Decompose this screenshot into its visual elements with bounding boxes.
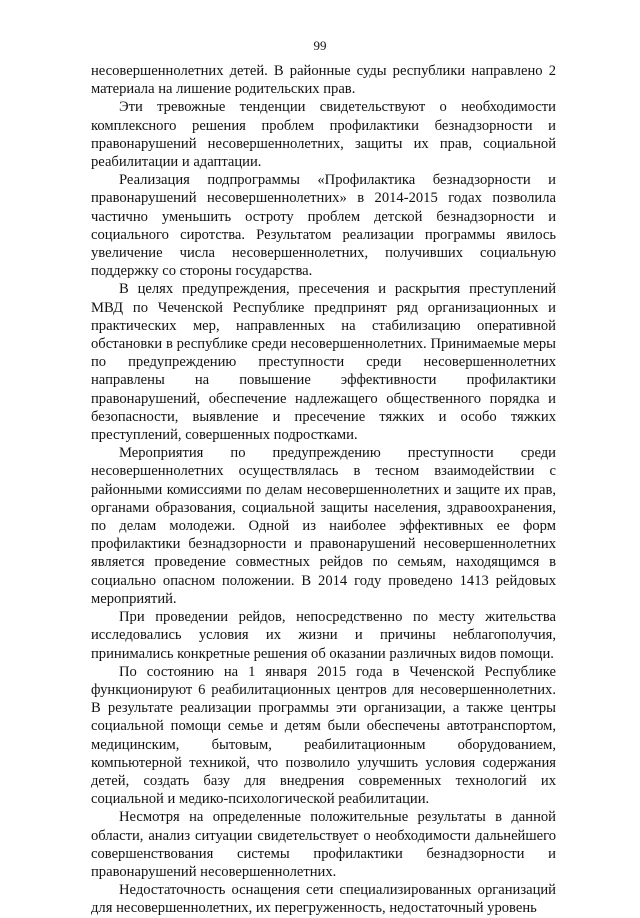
paragraph-continuation: несовершеннолетних детей. В районные суды республики направлено 2 материала на лишение родительских прав. <box>91 63 556 98</box>
paragraph-alarming-trends: Эти тревожные тенденции свидетельствуют о необходимости комплексного решения проблем профилактики безнадзорности и правонарушений несовершеннолетних, защиты их прав, социальной реабилитации и адаптации. <box>91 99 556 171</box>
body-text <box>91 62 556 918</box>
page-number: 99 <box>313 38 327 53</box>
paragraph-subprogram-results: Реализация подпрограммы «Профилактика безнадзорности и правонарушений несовершеннолетних» в 2014-2015 годах позволила частично уменьшить остроту проблем детской безнадзорности и социального сиротства. Результатом реализации программы явилось увеличение числа несовершеннолетних, получивших социальную поддержку со стороны государства. <box>91 172 556 280</box>
paragraph-insufficient-equipment: Недостаточность оснащения сети специализированных организаций для несовершеннолетних, их перегруженность, недостаточный уровень <box>91 882 556 917</box>
paragraph-prevention-activities: Мероприятия по предупреждению преступности среди несовершеннолетних осуществлялась в тесном взаимодействии с районными комиссиями по делам несовершеннолетних и защите их прав, органами образования, социальной защиты населения, здравоохранения, по делам молодежи. Одной из наиболее эффективных ее форм профилактики безнадзорности и правонарушений несовершеннолетних является проведение совместных рейдов по семьям, находящимся в социально опасном положении. В 2014 году проведено 1413 рейдовых мероприятий. <box>91 445 556 607</box>
paragraph-rehabilitation-centers: По состоянию на 1 января 2015 года в Чеченской Республике функционируют 6 реабилитационных центров для несовершеннолетних. В результате реализации программы эти организации, а также центры социальной помощи семье и детям были обеспечены автотранспортом, медицинским, бытовым, реабилитационным оборудованием, компьютерной техникой, что позволило улучшить условия содержания детей, создать базу для внедрения современных технологий их социальной и медико-психологической реабилитации. <box>91 663 556 808</box>
paragraph-raids: При проведении рейдов, непосредственно по месту жительства исследовались условия их жизни и причины неблагополучия, принимались конкретные решения об оказании различных видов помощи. <box>91 609 556 662</box>
paragraph-mvd-measures: В целях предупреждения, пресечения и раскрытия преступлений МВД по Чеченской Республике предпринят ряд организационных и практических мер, направленных на стабилизацию оперативной обстановки в республике среди несовершеннолетних. Принимаемые меры по предупреждению преступности среди несовершеннолетних направлены на повышение эффективности профилактики правонарушений, обеспечение надлежащего общественного порядка и безопасности, выявление и пресечение тяжких и особо тяжких преступлений, совершенных подростками. <box>91 281 556 444</box>
paragraph-need-for-improvement: Несмотря на определенные положительные результаты в данной области, анализ ситуации свидетельствует о необходимости дальнейшего совершенствования системы профилактики безнадзорности и правонарушений несовершеннолетних. <box>91 809 556 880</box>
